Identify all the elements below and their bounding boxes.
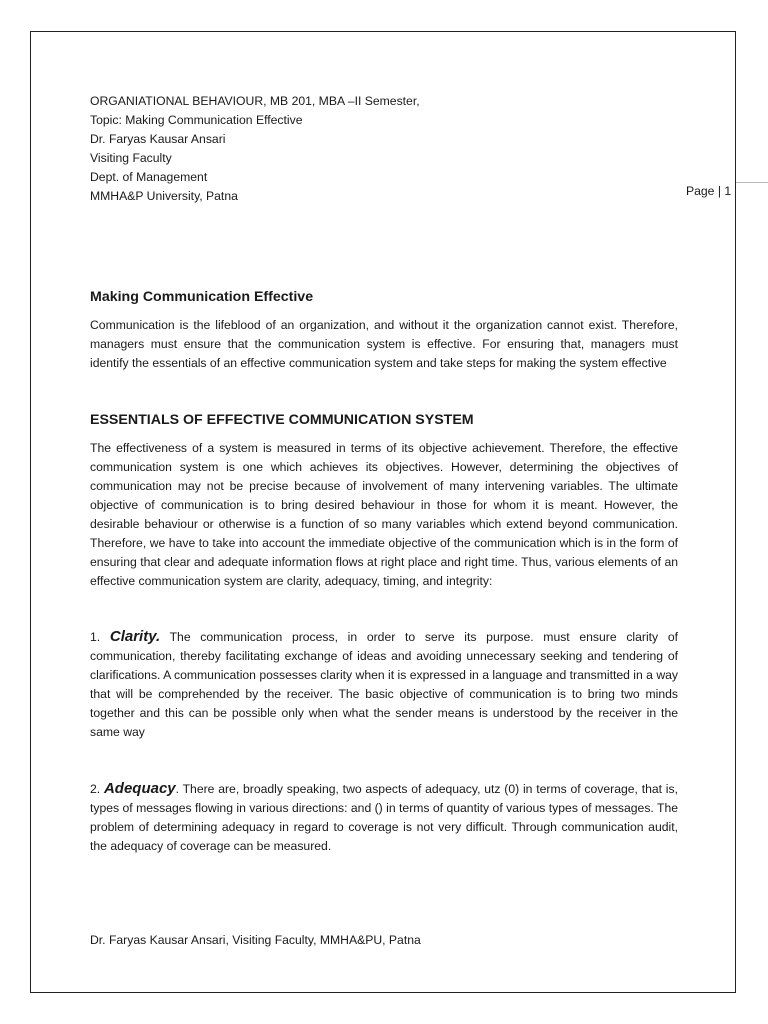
header-author-line: Dr. Faryas Kausar Ansari [90, 132, 226, 146]
header-dept-line: Dept. of Management [90, 170, 208, 184]
section-intro-paragraph: Communication is the lifeblood of an organization, and without it the organization cannot exist. Therefore, managers must ensure that the communication system is effective. For ensuring that, managers must identify the essentials of an effective communication system and take steps for making the system effective [90, 318, 678, 370]
header-university-line: MMHA&P University, Patna [90, 189, 238, 203]
adequacy-term: Adequacy [103, 780, 176, 797]
clarity-term: Clarity. [109, 628, 161, 645]
clarity-paragraph [90, 627, 678, 742]
adequacy-paragraph [90, 779, 678, 856]
document-footer: Dr. Faryas Kausar Ansari, Visiting Faculty, MMHA&PU, Patna [90, 933, 421, 947]
header-topic-line: Topic: Making Communication Effective [90, 113, 303, 127]
document-body [90, 287, 678, 856]
page-marker-rule [736, 182, 768, 183]
essentials-paragraph: The effectiveness of a system is measured in terms of its objective achievement. Therefore, the effective communication system is one which achieves its objectives. However, determining the objectives of communication may not be precise because of involvement of many intervening variables. The ultimate objective of communication is to bring desired behaviour in those for whom it is meant. However, the desirable behaviour or otherwise is a function of so many variables which extend beyond communication. Therefore, we have to take into account the immediate objective of the communication which is in the form of ensuring that clear and adequate information flows at right place and right time. Thus, various elements of an effective communication system are clarity, adequacy, timing, and integrity: [90, 441, 678, 588]
header-role-line: Visiting Faculty [90, 151, 172, 165]
section-heading-essentials: ESSENTIALS OF EFFECTIVE COMMUNICATION SYSTEM [90, 412, 474, 428]
page-number: Page | 1 [686, 184, 732, 198]
clarity-body: The communication process, in order to serve its purpose. must ensure clarity of communication, thereby facilitating exchange of ideas and avoiding unnecessary seeking and tendering of clarifications. A communication possesses clarity when it is expressed in a language and transmitted in a way that will be comprehended by the receiver. The basic objective of communication is to bring two minds together and this can be possible only when what the sender means is understood by the receiver in the same way [90, 630, 679, 739]
document-header [90, 92, 420, 206]
adequacy-body: . There are, broadly speaking, two aspects of adequacy, utz (0) in terms of coverage, that is, types of messages flowing in various directions: and () in terms of quantity of various types of messages. The problem of determining adequacy in regard to coverage is not very difficult. Through communication audit, the adequacy of coverage can be measured. [90, 782, 678, 853]
section-heading-making-communication-effective: Making Communication Effective [90, 289, 314, 305]
clarity-number: 1. [90, 630, 110, 644]
adequacy-number: 2. [90, 782, 104, 796]
header-course-line: ORGANIATIONAL BEHAVIOUR, MB 201, MBA –II Semester, [90, 94, 420, 108]
